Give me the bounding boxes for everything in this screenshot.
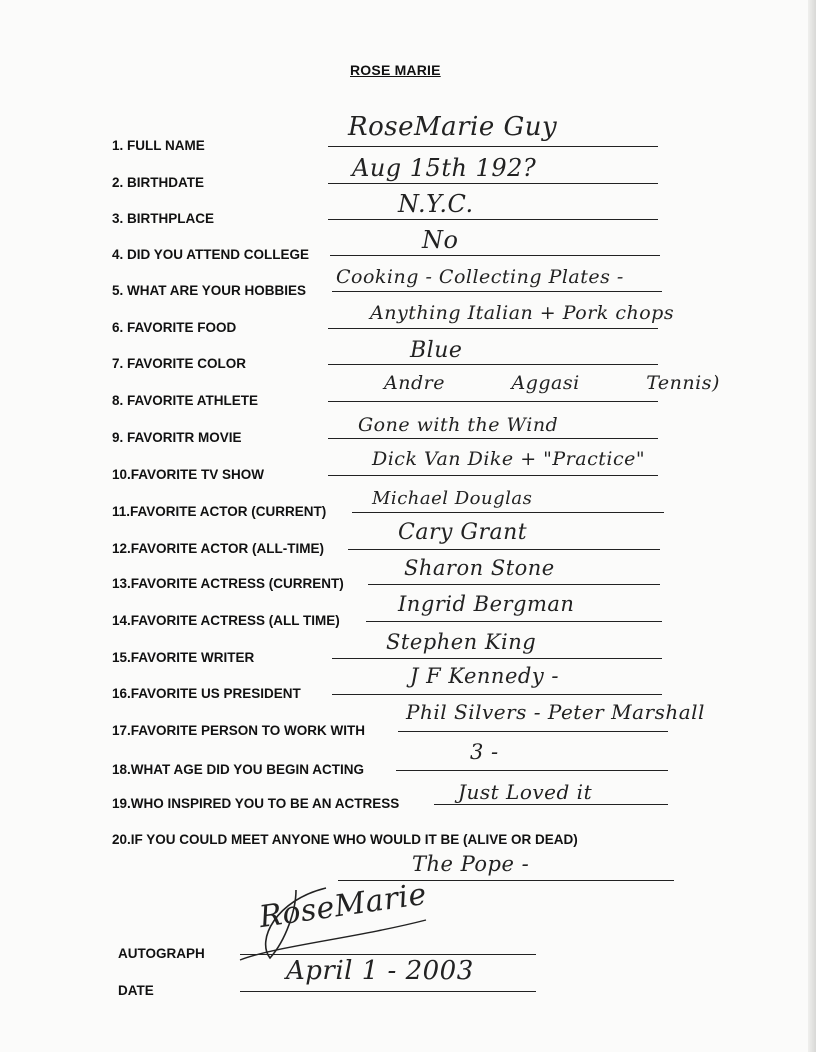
question-label-11: 11.FAVORITE ACTOR (CURRENT) xyxy=(112,504,327,519)
answer-9: Gone with the Wind xyxy=(358,414,559,436)
answer-line-1 xyxy=(328,146,658,147)
answer-line-5 xyxy=(332,291,662,292)
question-label-13: 13.FAVORITE ACTRESS (CURRENT) xyxy=(112,576,344,591)
answer-11: Michael Douglas xyxy=(372,488,533,509)
question-label-18: 18.WHAT AGE DID YOU BEGIN ACTING xyxy=(112,762,365,777)
autograph-signature: RoseMarie xyxy=(257,876,429,935)
answer-1: RoseMarie Guy xyxy=(348,112,558,142)
answer-line-12 xyxy=(348,549,660,550)
answer-line-7 xyxy=(328,364,658,365)
answer-19: Just Loved it xyxy=(458,780,593,804)
answer-8: Andre Aggasi Tennis) xyxy=(384,372,720,394)
question-label-9: 9. FAVORITR MOVIE xyxy=(112,430,242,445)
answer-line-10 xyxy=(328,475,658,476)
question-label-20: 20.IF YOU COULD MEET ANYONE WHO WOULD IT BE (ALIVE OR DEAD) xyxy=(112,832,578,847)
answer-3: N.Y.C. xyxy=(398,190,474,218)
answer-16: J F Kennedy - xyxy=(410,664,559,688)
answer-line-19 xyxy=(434,804,668,805)
answer-line-4 xyxy=(330,255,660,256)
answer-12: Cary Grant xyxy=(398,520,528,545)
question-label-2: 2. BIRTHDATE xyxy=(112,175,205,190)
question-label-15: 15.FAVORITE WRITER xyxy=(112,650,255,665)
answer-17: Phil Silvers - Peter Marshall xyxy=(406,700,705,724)
answer-20: The Pope - xyxy=(412,852,530,876)
answer-line-15 xyxy=(332,658,662,659)
question-label-7: 7. FAVORITE COLOR xyxy=(112,356,247,371)
question-label-14: 14.FAVORITE ACTRESS (ALL TIME) xyxy=(112,613,340,628)
question-label-4: 4. DID YOU ATTEND COLLEGE xyxy=(112,247,310,262)
question-label-10: 10.FAVORITE TV SHOW xyxy=(112,467,265,482)
question-label-1: 1. FULL NAME xyxy=(112,138,205,153)
answer-line-6 xyxy=(328,328,658,329)
answer-line-3 xyxy=(328,219,658,220)
question-label-8: 8. FAVORITE ATHLETE xyxy=(112,393,259,408)
answer-15: Stephen King xyxy=(386,630,537,654)
question-label-19: 19.WHO INSPIRED YOU TO BE AN ACTRESS xyxy=(112,796,400,811)
answer-4: No xyxy=(422,226,459,254)
question-label-6: 6. FAVORITE FOOD xyxy=(112,320,237,335)
paper-edge xyxy=(808,0,816,1052)
answer-line-16 xyxy=(332,694,662,695)
answer-5: Cooking - Collecting Plates - xyxy=(336,266,624,288)
question-label-16: 16.FAVORITE US PRESIDENT xyxy=(112,686,301,701)
date-label: DATE xyxy=(118,983,154,998)
answer-line-2 xyxy=(328,183,658,184)
answer-18: 3 - xyxy=(470,740,499,764)
answer-13: Sharon Stone xyxy=(404,556,555,580)
answer-line-13 xyxy=(368,584,660,585)
answer-line-14 xyxy=(366,621,662,622)
page-title: ROSE MARIE xyxy=(350,62,441,78)
question-label-12: 12.FAVORITE ACTOR (ALL-TIME) xyxy=(112,541,324,556)
answer-line-18 xyxy=(396,770,668,771)
question-label-3: 3. BIRTHPLACE xyxy=(112,211,215,226)
answer-line-17 xyxy=(398,731,668,732)
answer-line-8 xyxy=(328,401,658,402)
answer-6: Anything Italian + Pork chops xyxy=(370,302,675,324)
date-value: April 1 - 2003 xyxy=(286,956,474,986)
answer-line-9 xyxy=(328,438,658,439)
answer-7: Blue xyxy=(410,338,463,363)
question-label-5: 5. WHAT ARE YOUR HOBBIES xyxy=(112,283,307,298)
autograph-label: AUTOGRAPH xyxy=(118,946,205,961)
question-label-17: 17.FAVORITE PERSON TO WORK WITH xyxy=(112,723,366,738)
answer-2: Aug 15th 192? xyxy=(352,154,537,182)
answer-14: Ingrid Bergman xyxy=(398,592,575,616)
answer-10: Dick Van Dike + "Practice" xyxy=(372,448,646,470)
date-line xyxy=(240,991,536,992)
answer-line-11 xyxy=(352,512,664,513)
